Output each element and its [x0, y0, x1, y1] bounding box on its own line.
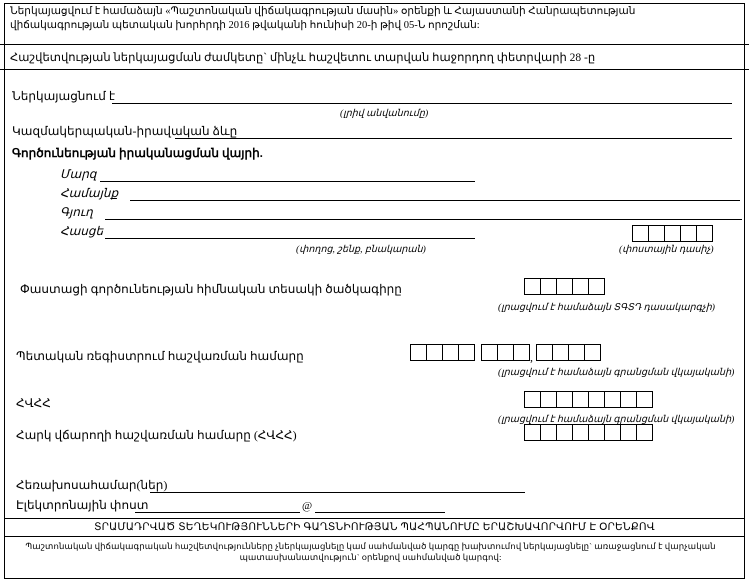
email-label: Էլեկտրոնային փոստ — [16, 498, 149, 512]
activity-address-label: Գործունեության իրականացման վայրի. — [12, 146, 263, 160]
tax-id-label: ՀՎՀՀ — [16, 396, 51, 410]
payer-account-cell[interactable] — [588, 424, 605, 441]
submitted-by-label: Ներկայացնում է — [12, 89, 116, 103]
activity-code-cell[interactable] — [524, 278, 541, 295]
register-cell[interactable] — [513, 344, 530, 361]
activity-code-cell[interactable] — [588, 278, 605, 295]
postal-code-boxes[interactable] — [632, 225, 712, 242]
register-cell[interactable] — [442, 344, 459, 361]
activity-code-cell[interactable] — [556, 278, 573, 295]
payer-account-cell[interactable] — [524, 424, 541, 441]
deadline-band — [0, 44, 749, 70]
tax-id-cell[interactable] — [636, 391, 653, 408]
state-register-label: Պետական ռեգիստրում հաշվառման համարը — [16, 349, 304, 363]
payer-account-cell[interactable] — [620, 424, 637, 441]
comma-glyph: , — [530, 350, 533, 364]
payer-account-cell[interactable] — [604, 424, 621, 441]
village-input[interactable] — [105, 219, 742, 220]
postal-code-cell[interactable] — [680, 225, 697, 242]
register-cell[interactable] — [410, 344, 427, 361]
payer-account-label: Հարկ վճարողի հաշվառման համարը (ՀՎՀՀ) — [16, 428, 297, 442]
register-cell[interactable] — [584, 344, 601, 361]
activity-code-cell[interactable] — [572, 278, 589, 295]
deadline-label: Հաշվետվության ներկայացման ժամկետը` մինչև հաշվետու տարվան հաջորդող փետրվարի 28 -ը — [10, 52, 596, 64]
email-input-local[interactable] — [135, 512, 300, 513]
marz-input[interactable] — [100, 181, 475, 182]
register-cell[interactable] — [458, 344, 475, 361]
form-intro-text: Ներկայացվում է համաձայն «Պաշտոնական վիճակագրության մասին» օրենքի և Հայաստանի Հանրապետության վիճակագրության պետական խորհրդի 2016 թվականի հունիսի 20-ի թիվ 05-Ն որոշման: — [10, 6, 636, 31]
email-at-symbol: @ — [302, 500, 313, 512]
village-label: Գյուղ — [60, 205, 93, 219]
tax-id-cell[interactable] — [556, 391, 573, 408]
address-hint: (փողոց, շենք, բնակարան) — [296, 245, 426, 255]
register-cell[interactable] — [552, 344, 569, 361]
payer-account-cell[interactable] — [556, 424, 573, 441]
payer-account-cell[interactable] — [636, 424, 653, 441]
footer-divider-top — [5, 518, 745, 519]
community-label: Համայնք — [60, 186, 119, 200]
register-separator-comma — [529, 344, 536, 364]
activity-code-boxes[interactable] — [524, 278, 604, 295]
activity-code-cell[interactable] — [540, 278, 557, 295]
state-register-boxes[interactable] — [410, 344, 600, 364]
postal-code-cell[interactable] — [632, 225, 649, 242]
marz-label: Մարզ — [60, 167, 97, 181]
register-cell[interactable] — [497, 344, 514, 361]
legal-form-label: Կազմակերպական-իրավական ձևը — [12, 124, 238, 138]
tax-id-cell[interactable] — [524, 391, 541, 408]
tax-id-boxes[interactable] — [524, 391, 652, 408]
register-separator — [474, 344, 481, 361]
tax-id-hint: (լրացվում է համաձայն գրանցման վկայականի) — [498, 415, 735, 425]
tax-id-cell[interactable] — [604, 391, 621, 408]
submitted-by-hint: (լրիվ անվանումը) — [340, 109, 429, 119]
address-label: Հասցե — [60, 224, 104, 238]
legal-form-input[interactable] — [175, 138, 732, 139]
postal-code-cell[interactable] — [696, 225, 713, 242]
state-register-hint: (լրացվում է համաձայն գրանցման վկայականի) — [498, 368, 735, 378]
postal-code-cell[interactable] — [664, 225, 681, 242]
tax-id-cell[interactable] — [540, 391, 557, 408]
main-activity-hint: (լրացվում է համաձայն ՏԳՏԴ դասակարգչի) — [498, 303, 715, 313]
email-input-domain[interactable] — [315, 512, 445, 513]
postal-code-hint: (փոստային դասիչ) — [619, 245, 714, 255]
address-input[interactable] — [105, 238, 475, 239]
register-cell[interactable] — [426, 344, 443, 361]
submitted-by-input[interactable] — [112, 103, 732, 104]
register-cell[interactable] — [536, 344, 553, 361]
tax-id-cell[interactable] — [588, 391, 605, 408]
payer-account-cell[interactable] — [572, 424, 589, 441]
register-cell[interactable] — [568, 344, 585, 361]
payer-account-cell[interactable] — [540, 424, 557, 441]
phone-label: Հեռախոսահամար(ներ) — [16, 478, 168, 492]
community-input[interactable] — [130, 200, 740, 201]
footer-divider-bottom — [5, 536, 745, 537]
penalty-notice: Պաշտոնական վիճակագրական հաշվետվությունները չներկայացնելը կամ սահմանված կարգը խախտումով ներկայացնելը` առաջացնում է վարչական պատասխանատվություն` օրենքով սահմանված կարգով: — [25, 541, 716, 562]
tax-id-cell[interactable] — [572, 391, 589, 408]
confidentiality-notice: ՏՐԱՄԱԴՐՎԱԾ ՏԵՂԵԿՈՒԹՅՈՒՆՆԵՐԻ ԳԱՂՏՆԻՈՒԹՅԱՆ ՊԱՀՊԱՆՈՒՄԸ ԵՐԱՇԽԱՎՈՐՎՈՒՄ Է ՕՐԵՆՔՈՎ — [94, 522, 655, 533]
register-cell[interactable] — [481, 344, 498, 361]
phone-input[interactable] — [150, 492, 525, 493]
main-activity-label: Փաստացի գործունեության հիմնական տեսակի ծածկագիրը — [20, 282, 402, 296]
payer-account-boxes[interactable] — [524, 424, 652, 441]
tax-id-cell[interactable] — [620, 391, 637, 408]
postal-code-cell[interactable] — [648, 225, 665, 242]
